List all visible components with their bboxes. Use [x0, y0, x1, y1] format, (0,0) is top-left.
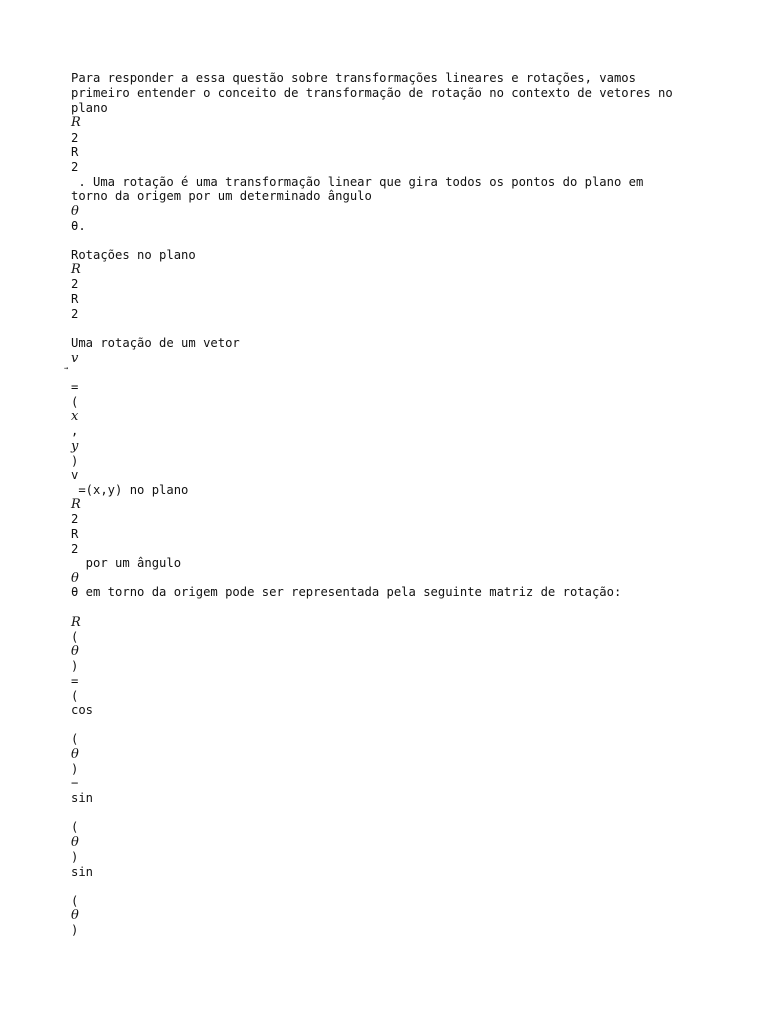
intro-math-theta: θ: [71, 204, 79, 219]
plane-plain-r: R: [71, 527, 79, 541]
intro-plain-theta: θ.: [71, 219, 86, 233]
intro-line-1: Para responder a essa questão sobre transformações lineares e rotações, vamos: [71, 71, 636, 85]
plane-math-superscript: 2: [71, 512, 79, 526]
intro-continuation-line-1: . Uma rotação é uma transformação linear que gira todos os pontos do plano em: [71, 175, 644, 189]
matrix-r: R: [71, 615, 81, 630]
vector-right-paren: ): [71, 454, 79, 468]
intro-plain-r: R: [71, 145, 79, 159]
matrix-minus: −: [71, 776, 79, 790]
vector-equals: =: [71, 380, 79, 394]
vector-plain-v: v: [71, 468, 79, 482]
section-math-superscript: 2: [71, 277, 79, 291]
intro-continuation-line-2: torno da origem por um determinado ângulo: [71, 189, 372, 203]
vector-math-y: y: [71, 439, 79, 454]
angle-math-theta: θ: [71, 571, 79, 586]
section-math-r: R: [71, 262, 81, 277]
angle-plain-line: θ em torno da origem pode ser representada pela seguinte matriz de rotação:: [71, 585, 622, 599]
intro-math-r: R: [71, 115, 81, 130]
plane-math-r: R: [71, 497, 81, 512]
matrix-right-paren-5: ): [71, 923, 79, 937]
matrix-right-paren-1: ): [71, 659, 79, 673]
intro-plain-superscript: 2: [71, 160, 79, 174]
vector-intro-text: Uma rotação de um vetor: [71, 336, 240, 350]
matrix-theta-2: θ: [71, 747, 79, 762]
vector-math-x: x: [71, 409, 79, 424]
vector-math-v: v: [71, 351, 79, 366]
vector-comma: ,: [71, 424, 79, 438]
matrix-cos-1: cos: [71, 703, 94, 717]
intro-line-2: primeiro entender o conceito de transformação de rotação no contexto de vetores no: [71, 86, 673, 100]
matrix-right-paren-3: ): [71, 762, 79, 776]
intro-math-superscript: 2: [71, 131, 79, 145]
matrix-left-paren-1: (: [71, 630, 79, 644]
matrix-left-paren-2: (: [71, 689, 79, 703]
matrix-sin-2: sin: [71, 865, 94, 879]
matrix-left-paren-4: (: [71, 820, 79, 834]
section-plain-r: R: [71, 292, 79, 306]
vector-plain-definition: =(x,y) no plano: [71, 483, 189, 497]
matrix-right-paren-4: ): [71, 850, 79, 864]
matrix-theta-4: θ: [71, 908, 79, 923]
vector-arrow-icon: →: [64, 364, 69, 372]
matrix-sin-1: sin: [71, 791, 94, 805]
section-plain-superscript: 2: [71, 307, 79, 321]
matrix-theta-1: θ: [71, 644, 79, 659]
matrix-left-paren-5: (: [71, 894, 79, 908]
matrix-equals: =: [71, 674, 79, 688]
section-heading: Rotações no plano: [71, 248, 196, 262]
plane-plain-superscript: 2: [71, 542, 79, 556]
intro-line-3: plano: [71, 101, 108, 115]
matrix-theta-3: θ: [71, 835, 79, 850]
angle-text: por um ângulo: [71, 556, 182, 570]
matrix-left-paren-3: (: [71, 732, 79, 746]
vector-left-paren: (: [71, 395, 79, 409]
